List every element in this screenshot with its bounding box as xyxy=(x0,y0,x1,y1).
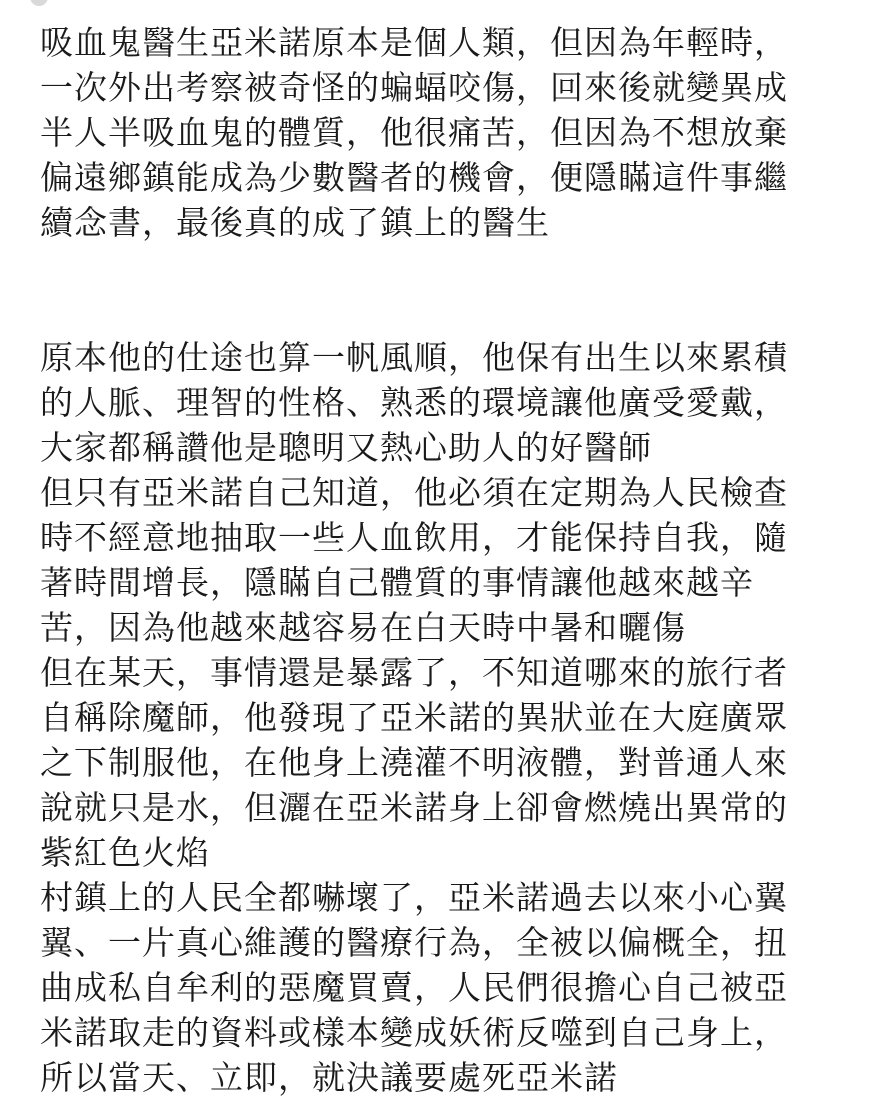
paragraph-2 xyxy=(40,335,840,1100)
text-line: 原本他的仕途也算一帆風順，他保有出生以來累積 xyxy=(40,338,788,377)
paragraph-spacer xyxy=(40,245,840,290)
text-line: 自稱除魔師，他發現了亞米諾的異狀並在大庭廣眾 xyxy=(40,698,788,737)
paragraph-spacer xyxy=(40,290,840,335)
text-line: 偏遠鄉鎮能成為少數醫者的機會，便隱瞞這件事繼 xyxy=(40,158,788,197)
text-line: 苦，因為他越來越容易在白天時中暑和曬傷 xyxy=(40,608,686,647)
text-line: 半人半吸血鬼的體質，他很痛苦，但因為不想放棄 xyxy=(40,113,788,152)
text-line: 但在某天，事情還是暴露了，不知道哪來的旅行者 xyxy=(40,653,788,692)
text-line: 紫紅色火焰 xyxy=(40,833,210,872)
text-line: 曲成私自牟利的惡魔買賣，人民們很擔心自己被亞 xyxy=(40,968,788,1007)
text-line: 之下制服他，在他身上澆灌不明液體，對普通人來 xyxy=(40,743,788,782)
avatar[interactable] xyxy=(30,0,48,6)
text-line: 大家都稱讚他是聰明又熱心助人的好醫師 xyxy=(40,428,652,467)
paragraph-1 xyxy=(40,20,840,245)
text-line: 所以當天、立即，就決議要處死亞米諾 xyxy=(40,1058,618,1097)
text-line: 續念書，最後真的成了鎮上的醫生 xyxy=(40,203,550,242)
text-line: 米諾取走的資料或樣本變成妖術反噬到自己身上， xyxy=(40,1013,788,1052)
text-line: 一次外出考察被奇怪的蝙蝠咬傷，回來後就變異成 xyxy=(40,68,788,107)
text-line: 吸血鬼醫生亞米諾原本是個人類，但因為年輕時， xyxy=(40,23,788,62)
text-line: 村鎮上的人民全都嚇壞了，亞米諾過去以來小心翼 xyxy=(40,878,788,917)
text-line: 的人脈、理智的性格、熟悉的環境讓他廣受愛戴， xyxy=(40,383,788,422)
text-line: 但只有亞米諾自己知道，他必須在定期為人民檢查 xyxy=(40,473,788,512)
text-line: 時不經意地抽取一些人血飲用，才能保持自我，隨 xyxy=(40,518,788,557)
text-line: 翼、一片真心維護的醫療行為，全被以偏概全，扭 xyxy=(40,923,788,962)
text-line: 著時間增長，隱瞞自己體質的事情讓他越來越辛 xyxy=(40,563,754,602)
text-line: 說就只是水，但灑在亞米諾身上卻會燃燒出異常的 xyxy=(40,788,788,827)
post-body xyxy=(40,20,840,1100)
